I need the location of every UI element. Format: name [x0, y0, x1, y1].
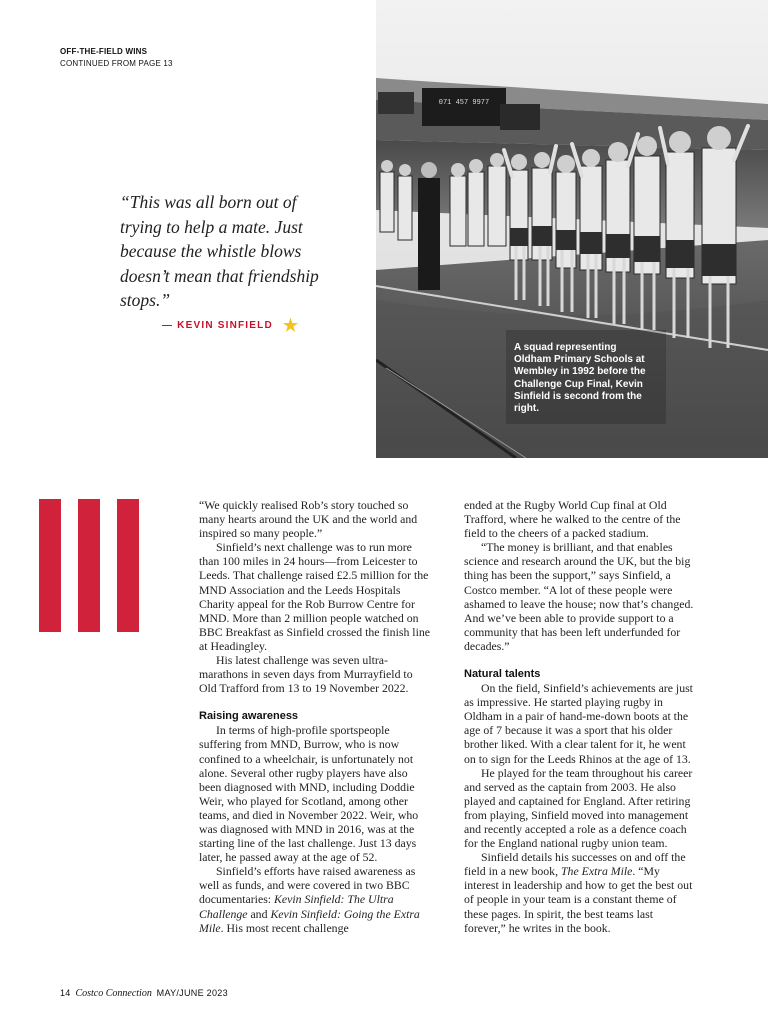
- documentary-title: Kevin Sinfield: The Ultra Challenge: [199, 892, 394, 921]
- subheading-raising-awareness: Raising awareness: [199, 710, 299, 723]
- pull-quote-attribution: [162, 315, 299, 335]
- photo-caption: A squad representing Oldham Primary Schools at Wembley in 1992 before the Challenge Cup Final, Kevin Sinfield is second from the right.: [514, 342, 646, 415]
- paragraph: ended at the Rugby World Cup final at Old Trafford, where he walked to the centre of the field to the cheers of a packed stadium.: [464, 498, 681, 541]
- pull-quote: “This was all born out of trying to help a mate. Just because the whistle blows doesn’t mean that friendship stops.”: [120, 192, 319, 310]
- book-title: The Extra Mile: [560, 864, 633, 879]
- page-number: 14: [60, 988, 71, 998]
- article-column-2: [464, 498, 696, 935]
- paragraph: On the field, Sinfield’s achievements are just as impressive. He started playing rugby in Oldham in a pair of hand-me-down boots at the age of 7 because it was a sport that his older brother liked. With a clear talent for it, he went on to sign for the Leeds Rhinos at the age of 13.: [464, 681, 693, 766]
- kicker-continued[interactable]: CONTINUED FROM PAGE 13: [60, 59, 173, 68]
- kicker-title: OFF-THE-FIELD WINS: [60, 47, 148, 56]
- documentary-title: Kevin Sinfield: Going the Extra Mile: [199, 906, 420, 935]
- article-column-1: [199, 498, 431, 935]
- star-icon: ★: [282, 315, 299, 335]
- paragraph: In terms of high-profile sportspeople suffering from MND, Burrow, who is now confined to a wheelchair, is unfortunately not alone. Several other rugby players have also been diagnosed with MND, including Doddie Weir, who played for Scotland, among other teams, and died in November 2022. Weir, who was diagnosed with MND in 2016, was at the starting line of the last challenge. Just 13 days later, he passed away at the age of 52.: [199, 723, 419, 865]
- attribution-text: — KEVIN SINFIELD: [162, 320, 273, 331]
- paragraph: Sinfield’s efforts have raised awareness as well as funds, and were covered in two BBC documentaries: Kevin Sinfield: The Ultra Challenge and Kevin Sinfield: Going the Extra Mile. His most recent challenge: [199, 864, 420, 935]
- paragraph: Sinfield details his successes on and off the field in a new book, The Extra Mile. “My interest in leadership and how to get the best out of people in your team is a constant theme of these pages. In spirit, the best teams last forever,” he writes in the book.: [464, 850, 693, 935]
- section-kicker: [60, 46, 173, 70]
- decorative-stripes: [39, 499, 139, 632]
- paragraph: “We quickly realised Rob’s story touched so many hearts around the UK and the world and inspired so many people.”: [199, 498, 418, 541]
- issue-date: MAY/JUNE 2023: [156, 988, 228, 998]
- paragraph: He played for the team throughout his career and served as the captain from 2003. He also played and captained for England. After retiring from playing, Sinfield moved into management and recently accepted a role as a defence coach for the England national rugby union team.: [464, 765, 693, 851]
- paragraph: “The money is brilliant, and that enables science and research around the UK, but the big thing has been the support,” says Sinfield, a Costco member. “A lot of these people were ashamed to leave the house; now that’s changed. And we’ve been able to provide support to a community that has been left underfunded for decades.”: [464, 540, 694, 653]
- page-footer: [60, 988, 228, 999]
- subheading-natural-talents: Natural talents: [464, 668, 541, 681]
- svg-text:071 457 9977: 071 457 9977: [438, 99, 490, 107]
- paragraph: His latest challenge was seven ultra-marathons in seven days from Murrayfield to Old Trafford from 13 to 19 November 2022.: [199, 653, 413, 696]
- publication-name: Costco Connection: [75, 988, 152, 999]
- paragraph: Sinfield’s next challenge was to run more than 100 miles in 24 hours—from Leicester to Leeds. That challenge raised £2.5 million for the MND Association and the Leeds Hospitals Charity appeal for the Rob Burrow Centre for MND. More than 2 million people watched on BBC Breakfast as Sinfield crossed the finish line at Headingley.: [199, 540, 430, 653]
